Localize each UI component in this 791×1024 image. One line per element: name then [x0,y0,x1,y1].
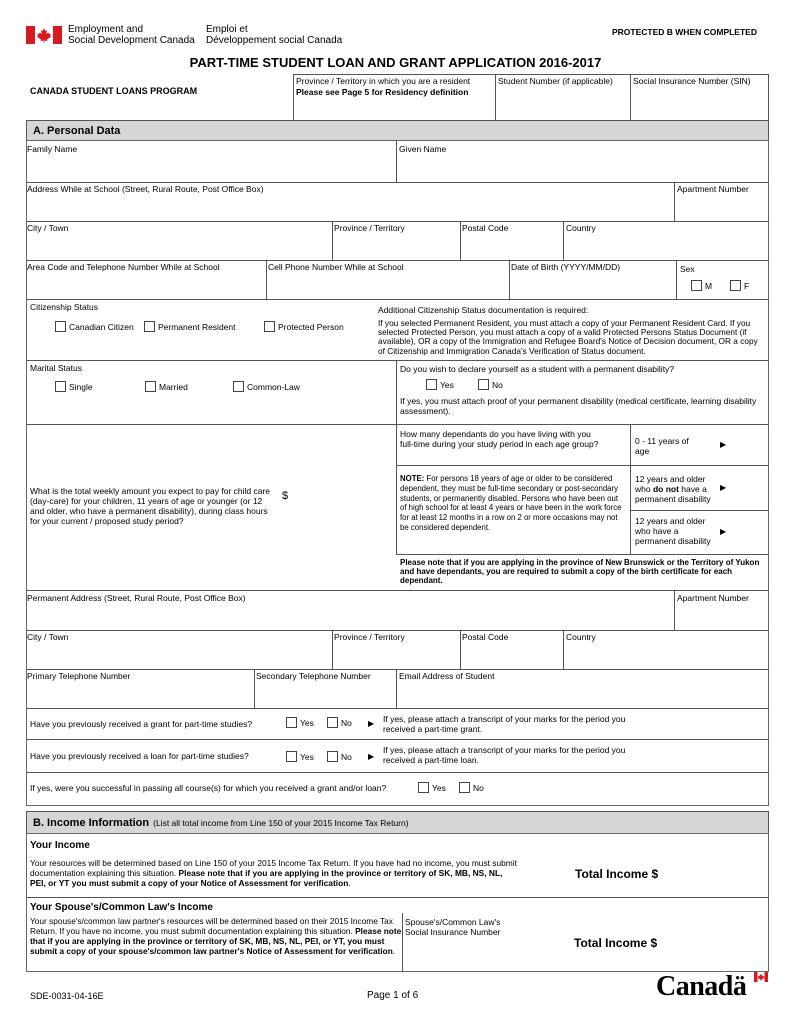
success-yes-checkbox[interactable] [418,782,429,793]
given-name-field[interactable] [397,141,768,181]
dependants-note [400,474,626,533]
dependants-question: How many dependants do you have living with you full-time during your study period in each age group? [400,429,599,449]
spouse-sin-label: Spouse's/Common Law's Social Insurance Number [405,917,501,937]
sex-m-checkbox[interactable] [691,280,702,291]
dept-en-line2: Social Development Canada [68,35,195,46]
your-income-heading: Your Income [30,840,90,851]
success-no-option[interactable] [459,782,484,793]
age-0-11-label: 0 - 11 years of age [635,436,689,456]
loan-yes-option[interactable] [286,751,314,762]
sex-label: Sex [680,264,695,274]
disability-no-label: No [492,379,503,390]
married-option[interactable] [145,381,188,392]
arrow-right-icon: ▶ [720,440,727,449]
disability-no-option[interactable] [478,379,503,390]
school-city-label: City / Town [27,223,69,233]
protected-label: PROTECTED B WHEN COMPLETED [612,27,757,37]
protected-person-label: Protected Person [278,321,344,332]
grant-yes-checkbox[interactable] [286,717,297,728]
program-name: CANADA STUDENT LOANS PROGRAM [30,86,198,96]
school-apartment-label: Apartment Number [677,184,749,194]
age-12-no-disability-label [635,474,721,504]
dependants-12-no-disability-field[interactable] [731,466,768,509]
permanent-postal-label: Postal Code [462,632,509,642]
permanent-resident-label: Permanent Resident [158,321,236,332]
disability-yes-checkbox[interactable] [426,379,437,390]
age-12-no-bold: do not [652,484,679,494]
childcare-amount-field[interactable] [292,488,392,504]
total-income-field[interactable] [670,863,766,883]
disability-yes-label: Yes [440,379,454,390]
spouse-sin-field[interactable] [403,942,538,970]
arrow-right-icon: ▶ [368,752,375,761]
permanent-city-field[interactable] [27,631,331,668]
arrow-right-icon: ▶ [720,483,727,492]
school-phone-label: Area Code and Telephone Number While at School [27,262,220,272]
section-b-subtitle: (List all total income from Line 150 of your 2015 Income Tax Return) [153,817,409,828]
sex-f-checkbox[interactable] [730,280,741,291]
section-a-title: A. Personal Data [33,124,121,137]
spouse-income-text [30,916,402,956]
your-income-bold: Please note that if you are applying in the province or territory of SK, MB, NS, NL, PEI, or YT you must submit a copy of your Notice of Assessment for verification [30,868,503,888]
school-cell-label: Cell Phone Number While at School [268,262,404,272]
email-label: Email Address of Student [399,671,495,681]
sin-label: Social Insurance Number (SIN) [633,76,751,86]
school-address-label: Address While at School (Street, Rural Route, Post Office Box) [27,184,264,194]
success-yes-option[interactable] [418,782,446,793]
note-text: For persons 18 years of age or older to be considered dependent, they must be full-time secondary or post-secondary students, or permanently disabled. Persons who have been out of high school for at least 4 years or have been in the work force for at least 12 months in a row on 2 or more occasions may not be considered dependent. [400,474,622,532]
age-12-no-part2: have a permanent disability [635,484,711,504]
grant-no-option[interactable] [327,717,352,728]
grant-note: If yes, please attach a transcript of your marks for the period you received a part-time grant. [383,714,626,734]
sex-m-option[interactable] [691,280,712,291]
total-income-label: Total Income $ [575,867,659,881]
age-12-disability-label: 12 years and older who have a permanent disability [635,516,711,546]
note-label: NOTE: [400,474,425,483]
common-law-option[interactable] [233,381,300,392]
loan-note: If yes, please attach a transcript of your marks for the period you received a part-time loan. [383,745,626,765]
section-b-header [26,811,769,834]
spouse-income-part1: Your spouse's/common law partner's resources will be determined based on their 2015 Income Tax Return. If you have no income, you must submit documentation explaining this situation. [30,916,393,936]
permanent-apartment-label: Apartment Number [677,593,749,603]
success-no-checkbox[interactable] [459,782,470,793]
your-income-end: . [348,878,351,888]
province-residence-label: Province / Territory in which you are a resident [296,76,471,86]
common-law-label: Common-Law [247,381,300,392]
dependants-0-11-field[interactable] [731,428,768,464]
dept-fr-line2: Développement social Canada [206,35,343,46]
permanent-country-label: Country [566,632,596,642]
success-no-label: No [473,782,484,793]
spouse-income-bold: Please note that if you are applying in the province or territory of SK, MB, NS, NL, PEI, or YT, you must submit a copy of your spouse's/common law partner's Notice of Assessment for verification [30,926,402,956]
success-yes-label: Yes [432,782,446,793]
dept-fr-line1: Emploi et [206,24,248,35]
arrow-right-icon: ▶ [368,719,375,728]
success-question: If yes, were you successful in passing all course(s) for which you received a grant and/or loan? [30,783,387,793]
married-checkbox[interactable] [145,381,156,392]
loan-question: Have you previously received a loan for part-time studies? [30,751,249,761]
spouse-income-end: . [392,946,396,956]
canadian-citizen-checkbox[interactable] [55,321,66,332]
single-option[interactable] [55,381,93,392]
childcare-question: What is the total weekly amount you expect to pay for child care (day-care) for your children, 11 years of age or younger (or 12 and older, who have a permanent disability), during class hours for your current / proposed study period? [30,486,271,526]
form-title: PART-TIME STUDENT LOAN AND GRANT APPLICATION 2016-2017 [189,55,602,70]
residency-note: Please see Page 5 for Residency definition [296,87,469,97]
form-code: SDE-0031-04-16E [30,991,104,1001]
section-a-header [26,120,769,141]
nb-yukon-note: Please note that if you are applying in the province of New Brunswick or the Territory of Yukon and have dependants, you are required to submit a copy of the birth certificate for each dependant. [400,558,760,585]
grant-no-label: No [341,717,352,728]
sex-f-option[interactable] [730,280,749,291]
loan-yes-checkbox[interactable] [286,751,297,762]
sex-f-label: F [744,280,750,291]
loan-no-option[interactable] [327,751,352,762]
page-number: Page 1 of 6 [367,990,419,1001]
dob-label: Date of Birth (YYYY/MM/DD) [511,262,621,272]
permanent-resident-option[interactable] [144,321,236,332]
school-province-label: Province / Territory [334,223,405,233]
citizenship-label: Citizenship Status [30,302,99,312]
spouse-total-income-field[interactable] [670,932,766,952]
protected-person-option[interactable] [264,321,344,332]
disability-no-checkbox[interactable] [478,379,489,390]
citizenship-doc-required: Additional Citizenship Status documentation is required: [378,305,589,315]
your-income-text [30,858,520,888]
grant-no-checkbox[interactable] [327,717,338,728]
common-law-checkbox[interactable] [233,381,244,392]
permanent-province-label: Province / Territory [334,632,405,642]
primary-phone-label: Primary Telephone Number [27,671,131,681]
grant-question: Have you previously received a grant for part-time studies? [30,719,253,729]
canada-flag-logo [26,26,62,44]
canadian-citizen-option[interactable] [55,321,134,332]
arrow-right-icon: ▶ [720,527,727,536]
single-label: Single [69,381,93,392]
citizenship-doc-text: If you selected Permanent Resident, you must attach a copy of your Permanent Resident Card. If you selected Protected Person, you must attach a copy of a valid Protected Persons Status Document (if available), OR a copy of the Immigration and Refugee Board's Notice of Decision document, OR a copy of Citizenship and Immigration Canada's Verification of Status document. [378,318,758,356]
given-name-label: Given Name [399,144,447,154]
grant-yes-label: Yes [300,717,314,728]
secondary-phone-label: Secondary Telephone Number [256,671,371,681]
student-number-label: Student Number (if applicable) [498,76,613,86]
protected-person-checkbox[interactable] [264,321,275,332]
disability-yes-option[interactable] [426,379,454,390]
loan-yes-label: Yes [300,751,314,762]
marital-label: Marital Status [30,363,82,373]
wordmark-flag-icon [754,972,768,982]
permanent-address-label: Permanent Address (Street, Rural Route, Post Office Box) [27,593,246,603]
age-12-no-part1: 12 years and older who [635,474,706,494]
school-postal-label: Postal Code [462,223,509,233]
permanent-resident-checkbox[interactable] [144,321,155,332]
section-b-title: B. Income Information [33,816,150,829]
your-income-part1: Your resources will be determined based on Line 150 of your 2015 Income Tax Return. If you have had no income, you must submit documentation explaining this situation. [30,858,517,878]
married-label: Married [159,381,188,392]
loan-no-checkbox[interactable] [327,751,338,762]
grant-yes-option[interactable] [286,717,314,728]
spouse-total-income-label: Total Income $ [574,936,658,950]
school-country-label: Country [566,223,596,233]
canada-wordmark: Canadä [656,972,770,1002]
canadian-citizen-label: Canadian Citizen [69,321,134,332]
spouse-income-heading: Your Spouse's/Common Law's Income [30,902,213,913]
family-name-label: Family Name [27,144,78,154]
family-name-field[interactable] [27,141,395,181]
dependants-12-disability-field[interactable] [731,511,768,553]
school-city-field[interactable] [27,222,331,259]
permanent-city-label: City / Town [27,632,69,642]
loan-no-label: No [341,751,352,762]
childcare-dollar-sign: $ [282,490,289,502]
dept-en-line1: Employment and [68,24,144,35]
disability-note: If yes, you must attach proof of your permanent disability (medical certificate, learning disability assessment). [400,396,757,416]
sex-m-label: M [705,280,713,291]
disability-question: Do you wish to declare yourself as a student with a permanent disability? [400,364,675,374]
single-checkbox[interactable] [55,381,66,392]
